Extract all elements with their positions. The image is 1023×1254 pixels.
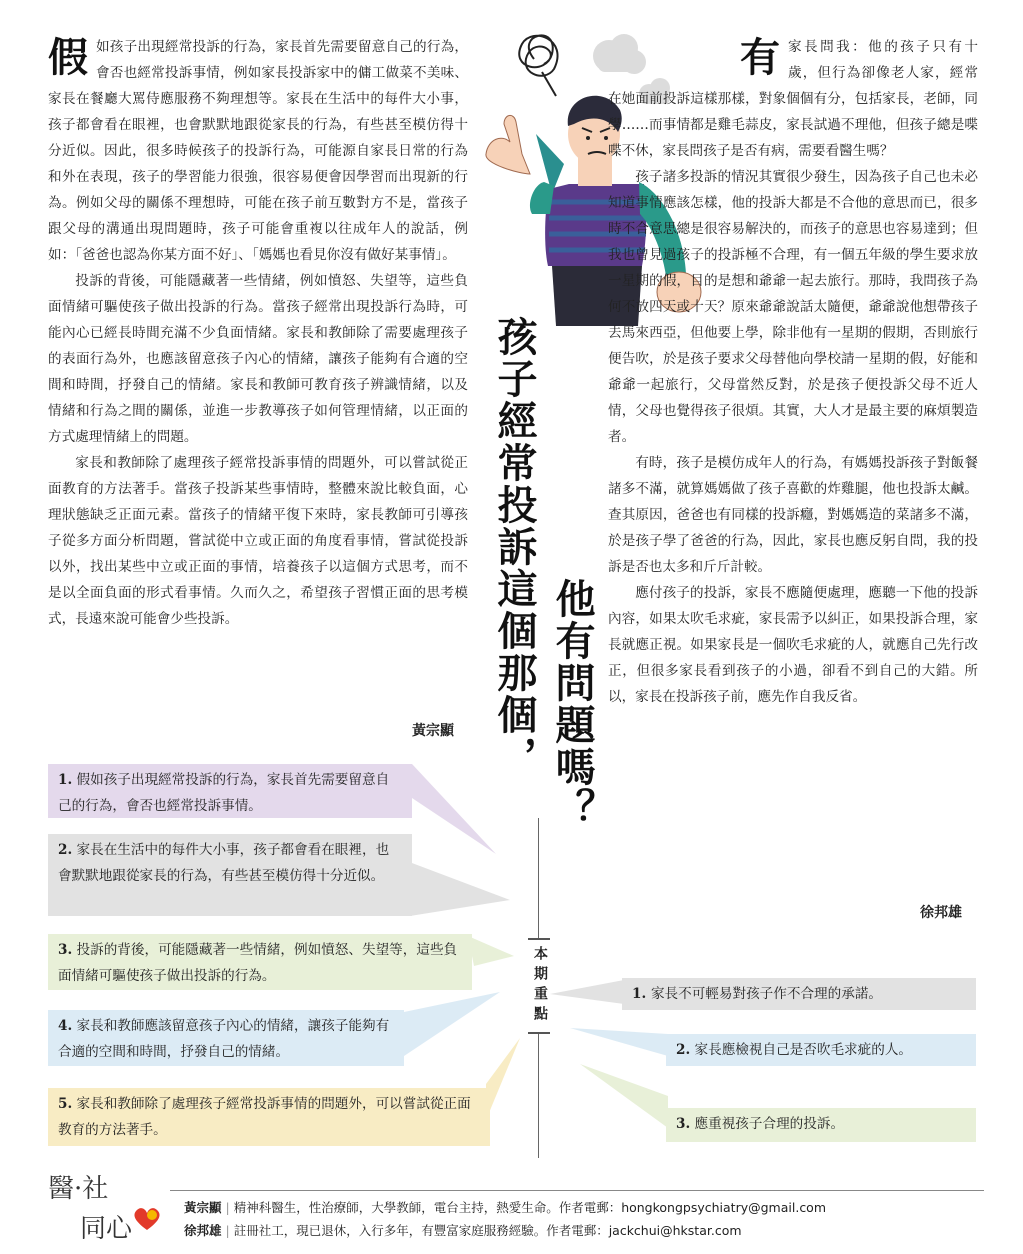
dropcap-right: 有 [740, 34, 780, 81]
key-point-left-2-text: 家長在生活中的每件大小事，孩子都會看在眼裡，也會默默地跟從家長的行為，有些甚至模仿得十分近似。 [58, 842, 390, 884]
footer-author-1-name: 黃宗顯 [184, 1200, 222, 1215]
article-right-paragraph-3: 有時，孩子是模仿成年人的行為，有媽媽投訴孩子對飯餐諸多不滿，就算媽媽做了孩子喜歡的炸雞腿，他也投訴太鹹。查其原因，爸爸也有同樣的投訴癮，對媽媽造的菜諸多不滿，於是孩子學了爸爸的行為，因此，家長也應反躬自問，我的投訴是否也太多和斤斤計較。 [608, 455, 978, 575]
key-point-right-1-text: 家長不可輕易對孩子作不合理的承諾。 [650, 986, 883, 1002]
key-point-right-2 [666, 1034, 976, 1066]
footer-author-2: 徐邦雄 | 註冊社工，現已退休，入行多年，有豐富家庭服務經驗。作者電郵：jackchui@hkstar.com [184, 1223, 742, 1238]
key-point-right-3-num: 3. [676, 1116, 691, 1132]
key-points-label: 本期重點 [528, 938, 550, 1034]
key-point-left-5-text: 家長和教師除了處理孩子經常投訴事情的問題外，可以嘗試從正面教育的方法著手。 [58, 1096, 471, 1138]
footer-author-1: 黃宗顯 | 精神科醫生，性治療師，大學教師，電台主持，熱愛生命。作者電郵：hongkongpsychiatry@gmail.com [184, 1200, 827, 1215]
footer-author-2-bio: 註冊社工，現已退休，入行多年，有豐富家庭服務經驗。作者電郵：jackchui@hkstar.com [233, 1223, 742, 1238]
footer-divider [170, 1190, 984, 1191]
key-point-left-4-text: 家長和教師應該留意孩子內心的情緒，讓孩子能夠有合適的空間和時間，抒發自己的情緒。 [58, 1018, 390, 1060]
article-right-paragraph-1: 家長問我：他的孩子只有十歲，但行為卻像老人家，經常在她面前投訴這樣那樣，對象個個有分，包括家長，老師，同學……而事情都是雞毛蒜皮，家長試過不理他，但孩子總是喋喋不休，家長問孩子是否有病，需要看醫生嗎？ [608, 39, 978, 159]
key-point-right-1-num: 1. [632, 986, 647, 1002]
headline-main: 孩子經常投訴這個那個， [491, 316, 538, 778]
article-left-paragraph-1: 如孩子出現經常投訴的行為，家長首先需要留意自己的行為，會否也經常投訴事情，例如家長投訴家中的傭工做菜不美味、家長在餐廳大罵侍應服務不夠理想等。家長在生活中的每件大小事，孩子都會看在眼裡，也會默默地跟從家長的行為，有些甚至模仿得十分近似。因此，很多時候孩子的投訴行為，可能源自家長日常的行為和外在表現，孩子的學習能力很強，很容易便會因學習而出現新的行為。例如父母的關係不理想時，可能在孩子前互數對方不是，當孩子跟父母的溝通出現問題時，孩子可能會重複以往成年人的說話，例如：「爸爸也認為你某方面不好」、「媽媽也看見你沒有做好某事情」。 [48, 39, 468, 263]
key-point-right-2-num: 2. [676, 1042, 691, 1058]
article-right-paragraph-4: 應付孩子的投訴，家長不應隨便處理，應聽一下他的投訴內容，如果太吹毛求疵，家長需予以糾正，如果投訴合理，家長就應正視。如果家長是一個吹毛求疵的人，就應自己先行改正，但很多家長看到孩子的小過，卻看不到自己的大錯。所以，家長在投訴孩子前，應先作自我反省。 [608, 585, 978, 705]
dropcap-left: 假 [48, 34, 88, 81]
key-point-right-1 [622, 978, 976, 1010]
article-right-paragraph-2: 孩子諸多投訴的情況其實很少發生，因為孩子自己也未必知道事情應該怎樣，他的投訴大都是不合他的意思而已，很多時不合意思總是很容易解決的，而孩子的意思也容易達到；但我也曾見過孩子的投訴極不合理，有一個五年級的學生要求放一星期的假，目的是想和爺爺一起去旅行。那時，我問孩子為何不放四天或十天？原來爺爺說話太隨便，爺爺說他想帶孩子去馬來西亞，但他要上學，除非他有一星期的假期，否則旅行便告吹，於是孩子要求父母替他向學校請一星期的假，好能和爺爺一起旅行，父母當然反對，於是孩子便投訴父母不近人情，父母也覺得孩子很煩。其實，大人才是最主要的麻煩製造者。 [608, 169, 978, 445]
key-point-left-4 [48, 1010, 404, 1066]
logo-line-2: 同心 [80, 1214, 133, 1244]
key-point-left-1-num: 1. [58, 772, 73, 788]
key-point-right-3-text: 應重視孩子合理的投訴。 [694, 1116, 845, 1132]
key-point-left-3-text: 投訴的背後，可能隱藏著一些情緒，例如憤怒、失望等，這些負面情緒可驅使孩子做出投訴的行為。 [58, 942, 458, 984]
article-left-paragraph-3: 家長和教師除了處理孩子經常投訴事情的問題外，可以嘗試從正面教育的方法著手。當孩子投訴某些事情時，整體來說比較負面，心理狀態缺乏正面元素。當孩子的情緒平復下來時，家長教師可引導孩子從多方面分析問題，嘗試從中立或正面的角度看事情，嘗試從投訴以外，找出某些中立或正面的事情，培養孩子以這個方式思考，而不是以全面負面的形式看事情。久而久之，希望孩子習慣正面的思考模式，長遠來說可能會少些投訴。 [48, 455, 468, 627]
footer-author-1-bio: 精神科醫生，性治療師，大學教師，電台主持，熱愛生命。作者電郵：hongkongpsychiatry@gmail.com [233, 1200, 827, 1215]
key-point-left-1-text: 假如孩子出現經常投訴的行為，家長首先需要留意自己的行為，會否也經常投訴事情。 [58, 772, 390, 814]
key-point-left-5 [48, 1088, 490, 1146]
key-point-right-2-text: 家長應檢視自己是否吹毛求疵的人。 [694, 1042, 913, 1058]
author-right: 徐邦雄 [920, 905, 962, 921]
key-point-left-3 [48, 934, 472, 990]
scribble-icon [519, 35, 557, 96]
footer-author-2-name: 徐邦雄 [184, 1223, 222, 1238]
article-left-paragraph-2: 投訴的背後，可能隱藏著一些情緒，例如憤怒、失望等，這些負面情緒可驅使孩子做出投訴的行為。當孩子經常出現投訴行為時，可能內心已經長時間充滿不少負面情緒。家長和教師除了需要處理孩子的表面行為外，也應該留意孩子內心的情緒，讓孩子能夠有合適的空間和時間，抒發自己的情緒。家長和教師可教育孩子辨識情緒，以及情緒和行為之間的關係，並進一步教導孩子如何管理情緒，以正面的方式處理情緒上的問題。 [48, 273, 468, 445]
key-point-left-3-num: 3. [58, 942, 73, 958]
article-right [608, 34, 978, 710]
headline-sub: 他有問題嗎？ [549, 578, 596, 830]
key-point-left-2-num: 2. [58, 842, 73, 858]
key-point-left-1 [48, 764, 412, 818]
key-point-left-2 [48, 834, 412, 916]
key-point-left-5-num: 5. [58, 1096, 73, 1112]
author-left: 黃宗顯 [412, 723, 454, 739]
key-point-right-3 [666, 1108, 976, 1142]
article-left [48, 34, 468, 632]
heart-icon [132, 1206, 162, 1232]
logo-line-1: 醫·社 [48, 1174, 109, 1204]
key-point-left-4-num: 4. [58, 1018, 73, 1034]
